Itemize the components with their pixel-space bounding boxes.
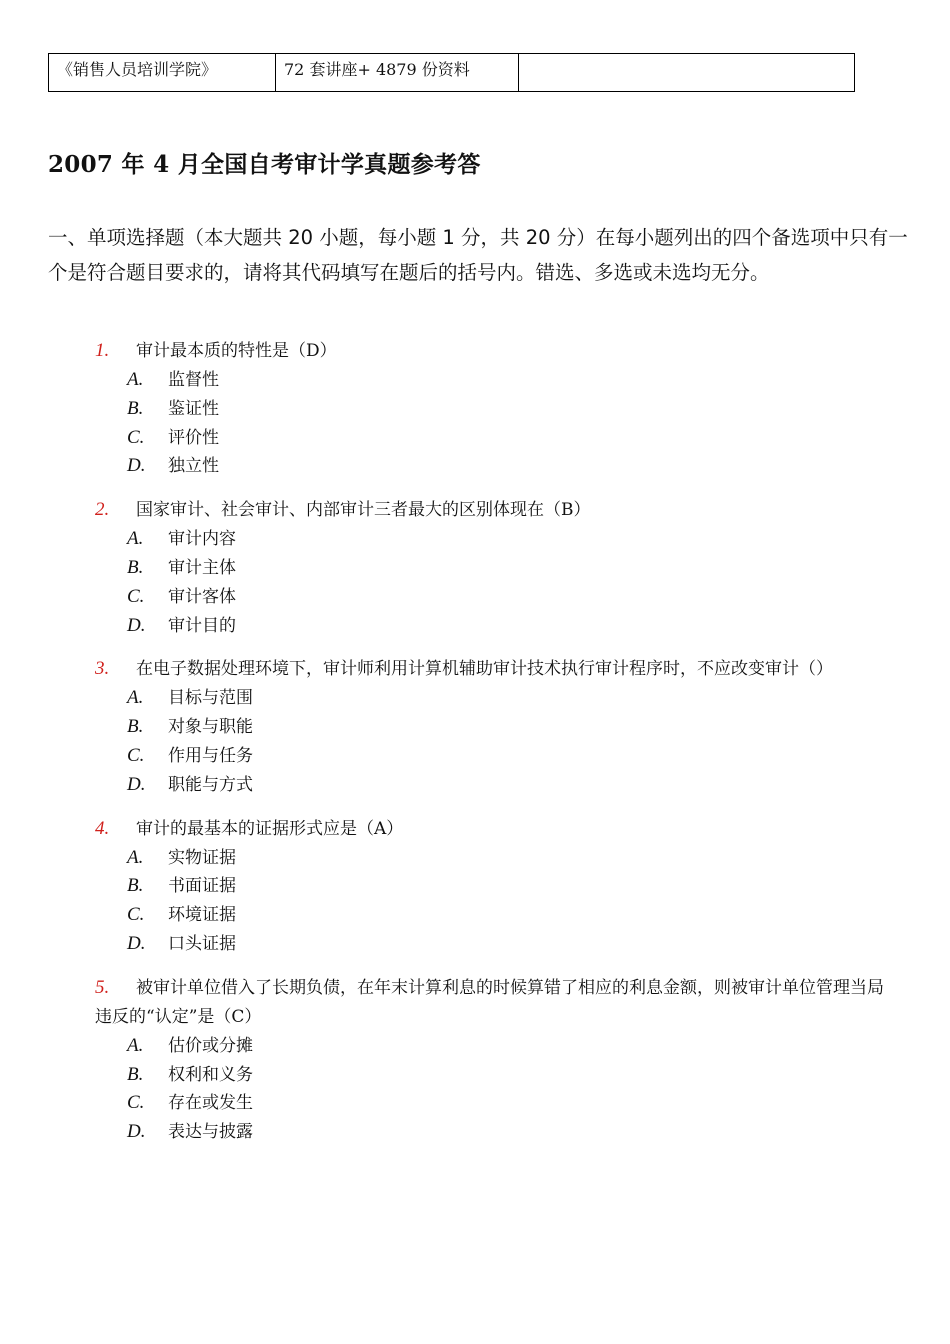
option-list — [95, 525, 895, 640]
option-text: 作用与任务 — [168, 745, 253, 766]
option-letter: C. — [127, 744, 145, 766]
option-text: 权利和义务 — [168, 1064, 253, 1085]
option-text: 审计目的 — [168, 615, 236, 636]
question-number: 4. — [95, 817, 110, 839]
option-letter: D. — [127, 773, 146, 795]
option-letter: D. — [127, 455, 146, 477]
option-letter: B. — [127, 397, 144, 419]
question-text: 国家审计、社会审计、内部审计三者最大的区别体现在（B） — [136, 500, 591, 521]
header-cell-resources: 72 套讲座+ 4879 份资料 — [276, 54, 519, 92]
question-stem — [95, 336, 895, 366]
option-d — [95, 771, 895, 800]
question-text: 被审计单位借入了长期负债，在年末计算利息的时候算错了相应的利息金额，则被审计单位管理当局违反的“认定”是（C） — [95, 977, 884, 1027]
option-c — [95, 742, 895, 771]
option-text: 监督性 — [168, 370, 219, 390]
option-b — [95, 713, 895, 742]
option-letter: B. — [127, 556, 144, 578]
option-list — [95, 366, 895, 481]
question-stem — [95, 814, 895, 844]
option-d — [95, 452, 895, 481]
section-instructions: 一、单项选择题（本大题共 20 小题，每小题 1 分，共 20 分）在每小题列出的四个备选项中只有一个是符合题目要求的，请将其代码填写在题后的括号内。错选、多选或未选均无分。 — [48, 226, 908, 284]
option-list — [95, 1032, 895, 1147]
option-letter: A. — [127, 846, 144, 868]
option-text: 环境证据 — [168, 905, 236, 926]
option-text: 审计客体 — [168, 586, 236, 607]
option-letter: B. — [127, 1063, 144, 1085]
option-d — [95, 930, 895, 959]
option-letter: C. — [127, 585, 145, 607]
header-row — [49, 54, 855, 92]
header-cell-course: 《销售人员培训学院》 — [49, 54, 276, 92]
option-letter: C. — [127, 904, 145, 926]
question-stem — [95, 654, 895, 684]
option-a — [95, 366, 895, 395]
option-c — [95, 424, 895, 453]
option-text: 存在或发生 — [168, 1093, 253, 1114]
option-letter: D. — [127, 932, 146, 954]
header-table — [48, 53, 855, 92]
question-2 — [95, 495, 895, 640]
option-letter: B. — [127, 875, 144, 897]
question-5 — [95, 973, 895, 1147]
question-stem — [95, 973, 895, 1032]
option-b — [95, 872, 895, 901]
option-letter: A. — [127, 1034, 144, 1056]
question-number: 1. — [95, 340, 110, 361]
question-stem — [95, 495, 895, 525]
option-text: 实物证据 — [168, 847, 236, 868]
option-d — [95, 612, 895, 641]
option-letter: D. — [127, 614, 146, 636]
option-letter: A. — [127, 369, 144, 390]
option-text: 目标与范围 — [168, 688, 253, 709]
question-3 — [95, 654, 895, 799]
question-1 — [95, 336, 895, 481]
question-4 — [95, 814, 895, 959]
document-title: 2007 年 4 月全国自考审计学真题参考答 — [48, 151, 481, 178]
question-number: 2. — [95, 499, 110, 521]
option-text: 鉴证性 — [168, 398, 219, 419]
option-a — [95, 1032, 895, 1061]
option-text: 对象与职能 — [168, 717, 253, 738]
option-text: 估价或分摊 — [168, 1035, 253, 1056]
header-cell-empty — [519, 54, 855, 92]
option-text: 审计内容 — [168, 529, 236, 550]
question-list — [95, 336, 895, 1161]
option-letter: A. — [127, 528, 144, 550]
option-c — [95, 1089, 895, 1118]
option-letter: B. — [127, 716, 144, 738]
option-list — [95, 684, 895, 799]
question-number: 3. — [95, 658, 110, 680]
option-d — [95, 1118, 895, 1147]
question-text: 审计最本质的特性是（D） — [136, 341, 337, 361]
question-number: 5. — [95, 976, 110, 998]
option-letter: D. — [127, 1121, 146, 1143]
option-b — [95, 395, 895, 424]
option-letter: A. — [127, 687, 144, 709]
question-text: 审计的最基本的证据形式应是（A） — [136, 818, 404, 839]
option-text: 书面证据 — [168, 876, 236, 897]
option-text: 审计主体 — [168, 557, 236, 578]
option-b — [95, 1061, 895, 1090]
question-text: 在电子数据处理环境下，审计师利用计算机辅助审计技术执行审计程序时，不应改变审计（） — [136, 659, 833, 680]
option-text: 职能与方式 — [168, 774, 253, 795]
option-a — [95, 525, 895, 554]
option-a — [95, 844, 895, 873]
option-text: 评价性 — [168, 427, 219, 448]
option-list — [95, 844, 895, 959]
option-letter: C. — [127, 1092, 145, 1114]
option-text: 独立性 — [168, 456, 219, 477]
option-c — [95, 583, 895, 612]
option-text: 口头证据 — [168, 933, 236, 954]
option-b — [95, 554, 895, 583]
option-text: 表达与披露 — [168, 1122, 253, 1143]
option-c — [95, 901, 895, 930]
option-letter: C. — [127, 426, 145, 448]
option-a — [95, 684, 895, 713]
